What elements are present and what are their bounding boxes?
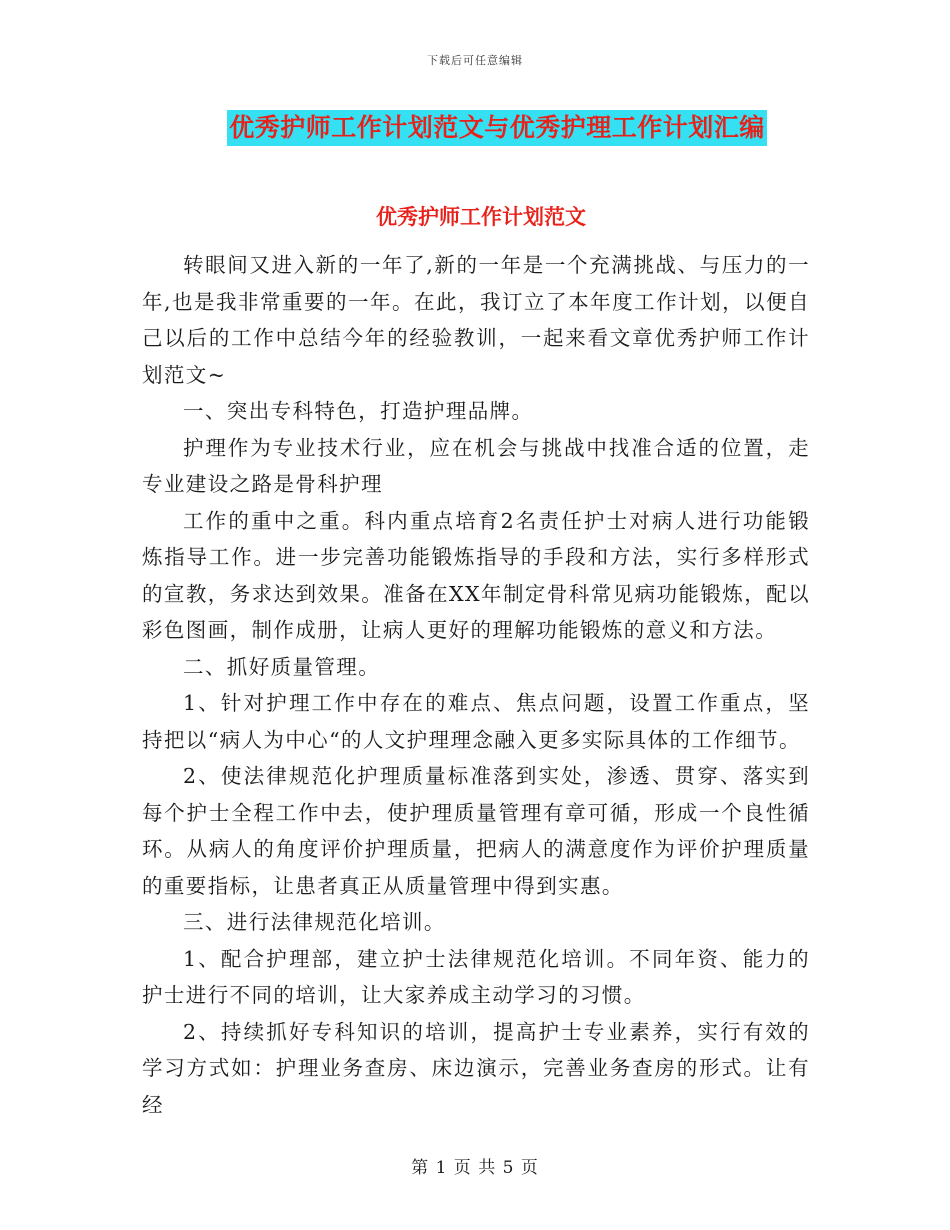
sub-title: 优秀护师工作计划范文: [376, 204, 586, 229]
main-title: 优秀护师工作计划范文与优秀护理工作计划汇编: [227, 110, 767, 146]
section-heading: 一、突出专科特色，打造护理品牌。: [183, 399, 534, 423]
main-title-container: [0, 110, 950, 146]
section-heading: 二、抓好质量管理。: [183, 654, 381, 679]
document-body: [142, 247, 810, 1123]
header-note: 下载后可任意编辑: [427, 54, 523, 67]
paragraph: 2、使法律规范化护理质量标准落到实处，渗透、贯穿、落实到每个护士全程工作中去，使护理质量管理有章可循，形成一个良性循环。从病人的角度评价护理质量，把病人的满意度作为评价护理质量的重要指标，让患者真正从质量管理中得到实惠。: [142, 764, 810, 898]
paragraph: 1、配合护理部，建立护士法律规范化培训。不同年资、能力的护士进行不同的培训，让大家养成主动学习的习惯。: [142, 946, 810, 1007]
paragraph: 1、针对护理工作中存在的难点、焦点问题，设置工作重点，坚持把以“病人为中心“的人文护理理念融入更多实际具体的工作细节。: [142, 691, 810, 752]
page-footer: 第 1 页 共 5 页: [411, 1158, 539, 1178]
section-heading: 三、进行法律规范化培训。: [183, 910, 446, 934]
paragraph: 转眼间又进入新的一年了,新的一年是一个充满挑战、与压力的一年,也是我非常重要的一年。在此，我订立了本年度工作计划，以便自己以后的工作中总结今年的经验教训，一起来看文章优秀护师工作计划范文~: [142, 253, 810, 387]
paragraph: 2、持续抓好专科知识的培训，提高护士专业素养，实行有效的学习方式如：护理业务查房、床边演示，完善业务查房的形式。让有经: [142, 1019, 810, 1117]
paragraph: 工作的重中之重。科内重点培育2名责任护士对病人进行功能锻炼指导工作。进一步完善功能锻炼指导的手段和方法，实行多样形式的宣教，务求达到效果。准备在XX年制定骨科常见病功能锻炼，配以彩色图画，制作成册，让病人更好的理解功能锻炼的意义和方法。: [142, 508, 810, 642]
paragraph: 护理作为专业技术行业，应在机会与挑战中找准合适的位置，走专业建设之路是骨科护理: [142, 435, 810, 496]
